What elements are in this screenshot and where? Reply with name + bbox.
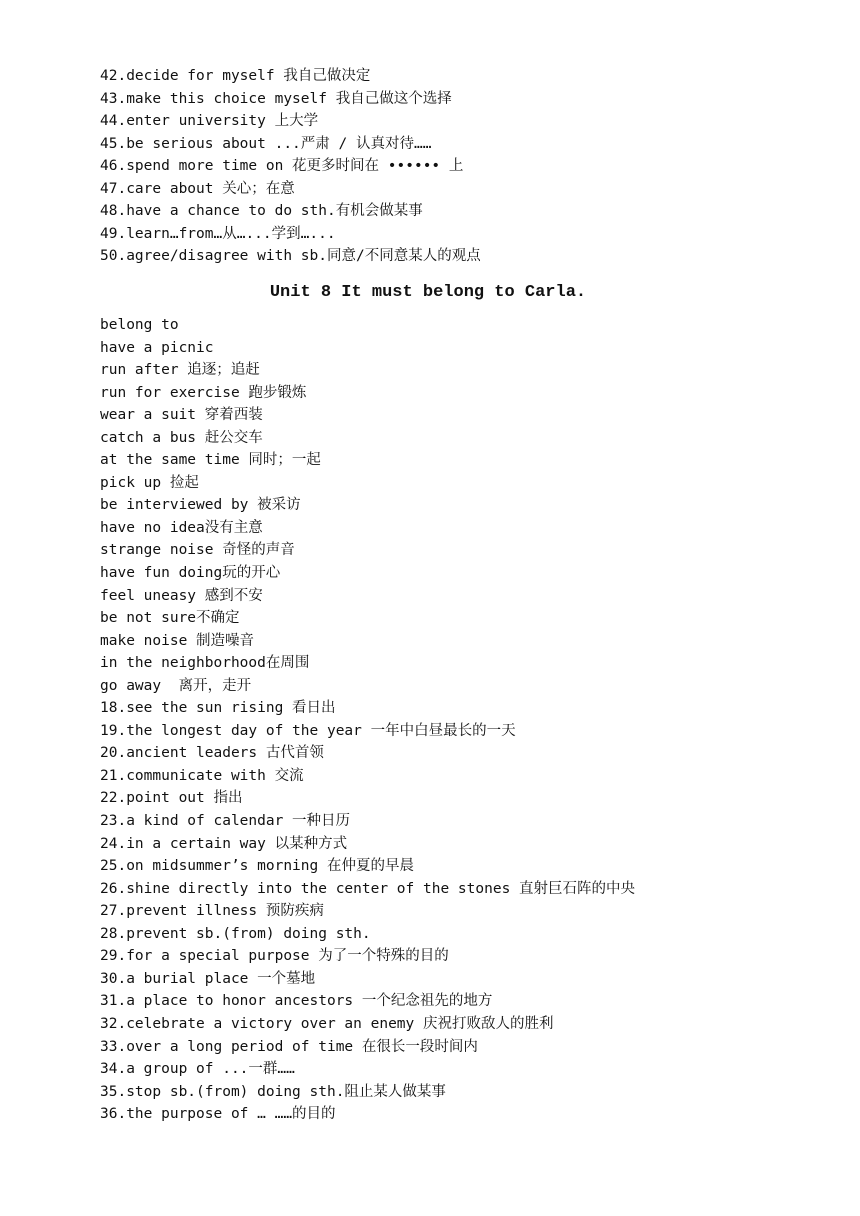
phrase-line: be interviewed by 被采访 xyxy=(100,497,301,514)
phrase-line: at the same time 同时；一起 xyxy=(100,452,321,469)
phrase-line: 24.in a certain way 以某种方式 xyxy=(100,835,348,852)
phrase-line: have a picnic xyxy=(100,339,214,356)
phrase-line: catch a bus 赶公交车 xyxy=(100,429,263,446)
phrase-line: 50.agree/disagree with sb.同意/不同意某人的观点 xyxy=(100,248,481,265)
phrase-line: 21.communicate with 交流 xyxy=(100,767,304,784)
phrase-line: in the neighborhood在周围 xyxy=(100,655,310,672)
phrase-line: pick up 捡起 xyxy=(100,474,199,491)
phrase-line: 45.be serious about ...严肃 / 认真对待…… xyxy=(100,135,432,152)
phrase-line: 31.a place to honor ancestors 一个纪念祖先的地方 xyxy=(100,993,493,1010)
phrase-line: 19.the longest day of the year 一年中白昼最长的一天 xyxy=(100,722,516,739)
phrase-line: 43.make this choice myself 我自己做这个选择 xyxy=(100,90,452,107)
phrase-line: 48.have a chance to do sth.有机会做某事 xyxy=(100,203,423,220)
phrase-line: 49.learn…from…从…...学到…... xyxy=(100,225,336,242)
phrase-line: 35.stop sb.(from) doing sth.阻止某人做某事 xyxy=(100,1083,446,1100)
phrase-line: run for exercise 跑步锻炼 xyxy=(100,384,307,401)
phrase-line: wear a suit 穿着西装 xyxy=(100,407,263,424)
phrase-line: 25.on midsummer’s morning 在仲夏的早晨 xyxy=(100,858,414,875)
phrase-line: 20.ancient leaders 古代首领 xyxy=(100,745,324,762)
phrase-line: 36.the purpose of … ……的目的 xyxy=(100,1106,336,1123)
phrase-line: have no idea没有主意 xyxy=(100,519,263,536)
phrase-line: belong to xyxy=(100,317,179,333)
phrase-line: 33.over a long period of time 在很长一段时间内 xyxy=(100,1038,478,1055)
phrase-line: be not sure不确定 xyxy=(100,610,240,627)
phrase-line: 18.see the sun rising 看日出 xyxy=(100,700,336,717)
phrase-line: 30.a burial place 一个墓地 xyxy=(100,970,316,987)
phrase-line: 46.spend more time on 花更多时间在 •••••• 上 xyxy=(100,158,464,175)
phrase-line: run after 追逐；追赶 xyxy=(100,362,260,379)
phrase-list-unit-8 xyxy=(100,314,800,1126)
phrase-line: 47.care about 关心；在意 xyxy=(100,180,295,197)
phrase-line: 22.point out 指出 xyxy=(100,790,243,807)
phrase-line: 29.for a special purpose 为了一个特殊的目的 xyxy=(100,948,449,965)
phrase-line: 23.a kind of calendar 一种日历 xyxy=(100,813,351,830)
phrase-line: make noise 制造噪音 xyxy=(100,632,255,649)
phrase-line: 32.celebrate a victory over an enemy 庆祝打败敌人的胜利 xyxy=(100,1015,554,1032)
phrase-line: 42.decide for myself 我自己做决定 xyxy=(100,68,371,84)
phrase-line: have fun doing玩的开心 xyxy=(100,565,281,582)
phrase-line: feel uneasy 感到不安 xyxy=(100,587,263,604)
phrase-line: 26.shine directly into the center of the stones 直射巨石阵的中央 xyxy=(100,880,636,897)
phrase-line: strange noise 奇怪的声音 xyxy=(100,542,295,559)
phrase-list-top xyxy=(100,65,800,268)
phrase-line: 27.prevent illness 预防疾病 xyxy=(100,903,324,920)
unit-title: Unit 8 It must belong to Carla. xyxy=(269,283,587,302)
phrase-line: 34.a group of ...一群…… xyxy=(100,1061,295,1078)
phrase-line: 28.prevent sb.(from) doing sth. xyxy=(100,925,371,942)
phrase-line: go away 离开，走开 xyxy=(100,677,252,694)
phrase-line: 44.enter university 上大学 xyxy=(100,113,319,130)
